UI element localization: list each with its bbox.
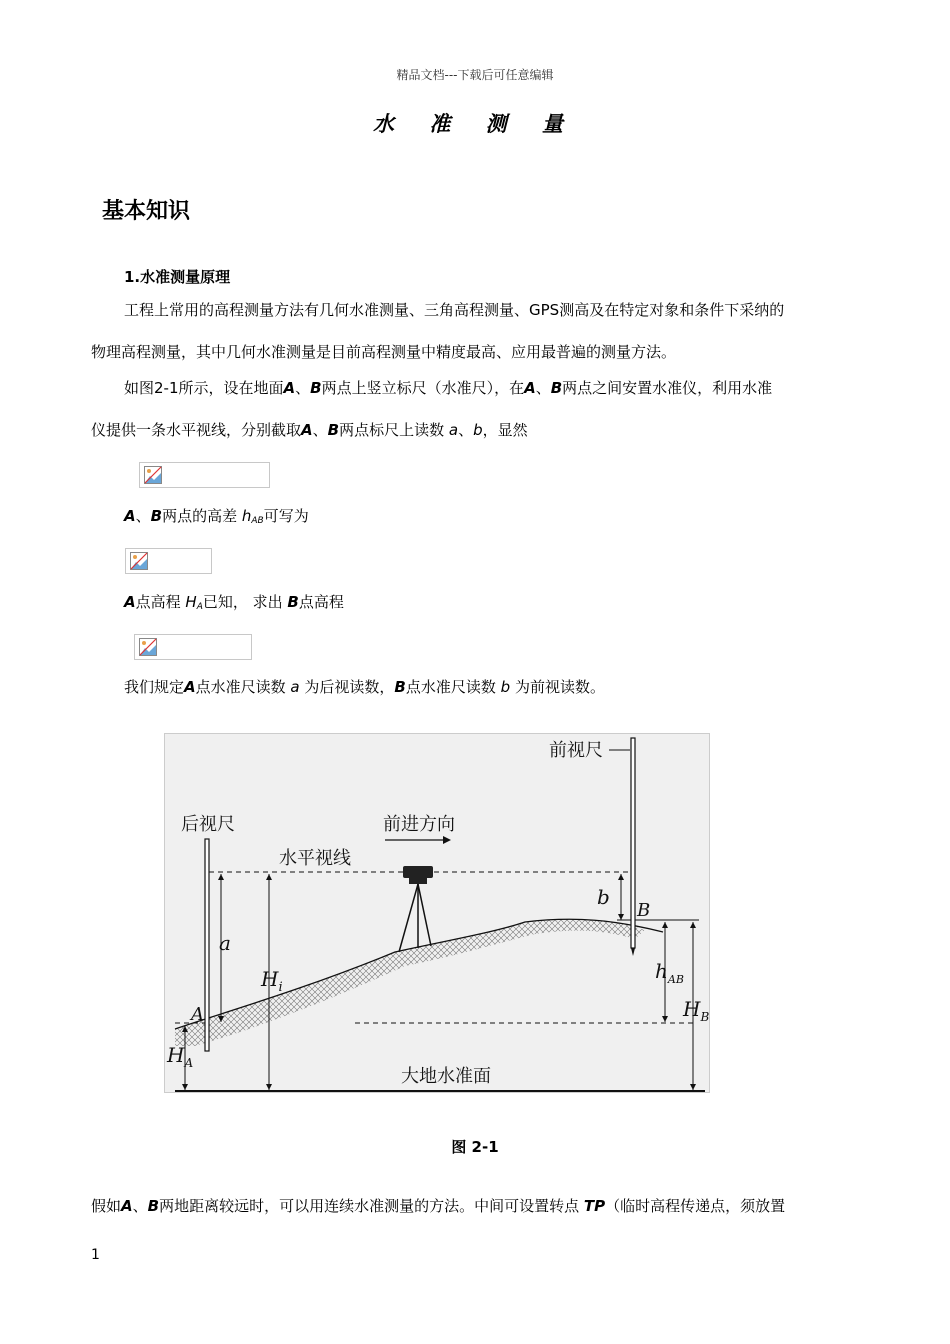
height-difference-line: A、B两点的高差 $h_{AB}$可写为	[124, 507, 309, 526]
paragraph-1-line-1: 工程上常用的高程测量方法有几何水准测量、三角高程测量、GPS测高及在特定对象和条件下采纳的	[124, 301, 785, 319]
final-paragraph-line: 假如A、B两地距离较远时，可以用连续水准测量的方法。中间可设置转点 TP（临时高程传递点，须放置	[91, 1197, 786, 1215]
subheading: 1.水准测量原理	[124, 268, 231, 286]
paragraph-2-line-1: 如图2-1所示，设在地面A、B两点上竖立标尺（水准尺），在A、B两点之间安置水准仪，利用水准	[124, 379, 773, 397]
broken-image-icon	[130, 552, 148, 570]
reading-definition-line: 我们规定A点水准尺读数 a 为后视读数，B点水准尺读数 b 为前视读数。	[124, 678, 605, 696]
sightline-label: 水平视线	[279, 848, 351, 869]
point-a-label: A	[191, 1004, 204, 1025]
front-rod	[631, 738, 635, 948]
direction-label: 前进方向	[383, 814, 455, 835]
paragraph-1-line-2: 物理高程测量，其中几何水准测量是目前高程测量中精度最高、应用最普遍的测量方法。	[91, 343, 677, 361]
paragraph-2-line-2: 仪提供一条水平视线，分别截取A、B两点标尺上读数 a、b，显然	[91, 421, 528, 439]
known-elevation-line: A点高程 $H_A$已知， 求出 B点高程	[124, 593, 344, 612]
broken-image-formula-1	[139, 462, 270, 488]
leveling-diagram-svg	[165, 734, 709, 1092]
datum-label: 大地水准面	[401, 1066, 491, 1087]
broken-image-icon	[144, 466, 162, 484]
level-instrument	[399, 866, 433, 952]
hb-label: $H_B$	[683, 997, 709, 1024]
point-b-label: B	[637, 900, 651, 921]
a-label: a	[219, 931, 231, 955]
broken-image-icon	[139, 638, 157, 656]
page-number: 1	[91, 1247, 100, 1263]
back-rod-label: 后视尺	[181, 814, 235, 835]
hab-label: $h_{AB}$	[655, 959, 684, 986]
broken-image-formula-2	[125, 548, 212, 574]
section-heading: 基本知识	[102, 199, 191, 224]
ha-label: $H_A$	[167, 1043, 194, 1070]
b-label: b	[597, 885, 610, 909]
broken-image-formula-3	[134, 634, 252, 660]
hi-label: $H_i$	[261, 967, 283, 995]
document-title: 水 准 测 量	[373, 111, 577, 136]
leveling-diagram	[164, 733, 710, 1093]
ground-hatch	[175, 919, 645, 1046]
back-rod	[205, 839, 209, 1051]
front-rod-label: 前视尺	[549, 740, 603, 761]
page-header: 精品文档---下载后可任意编辑	[396, 68, 554, 82]
figure-caption: 图 2-1	[451, 1138, 499, 1156]
